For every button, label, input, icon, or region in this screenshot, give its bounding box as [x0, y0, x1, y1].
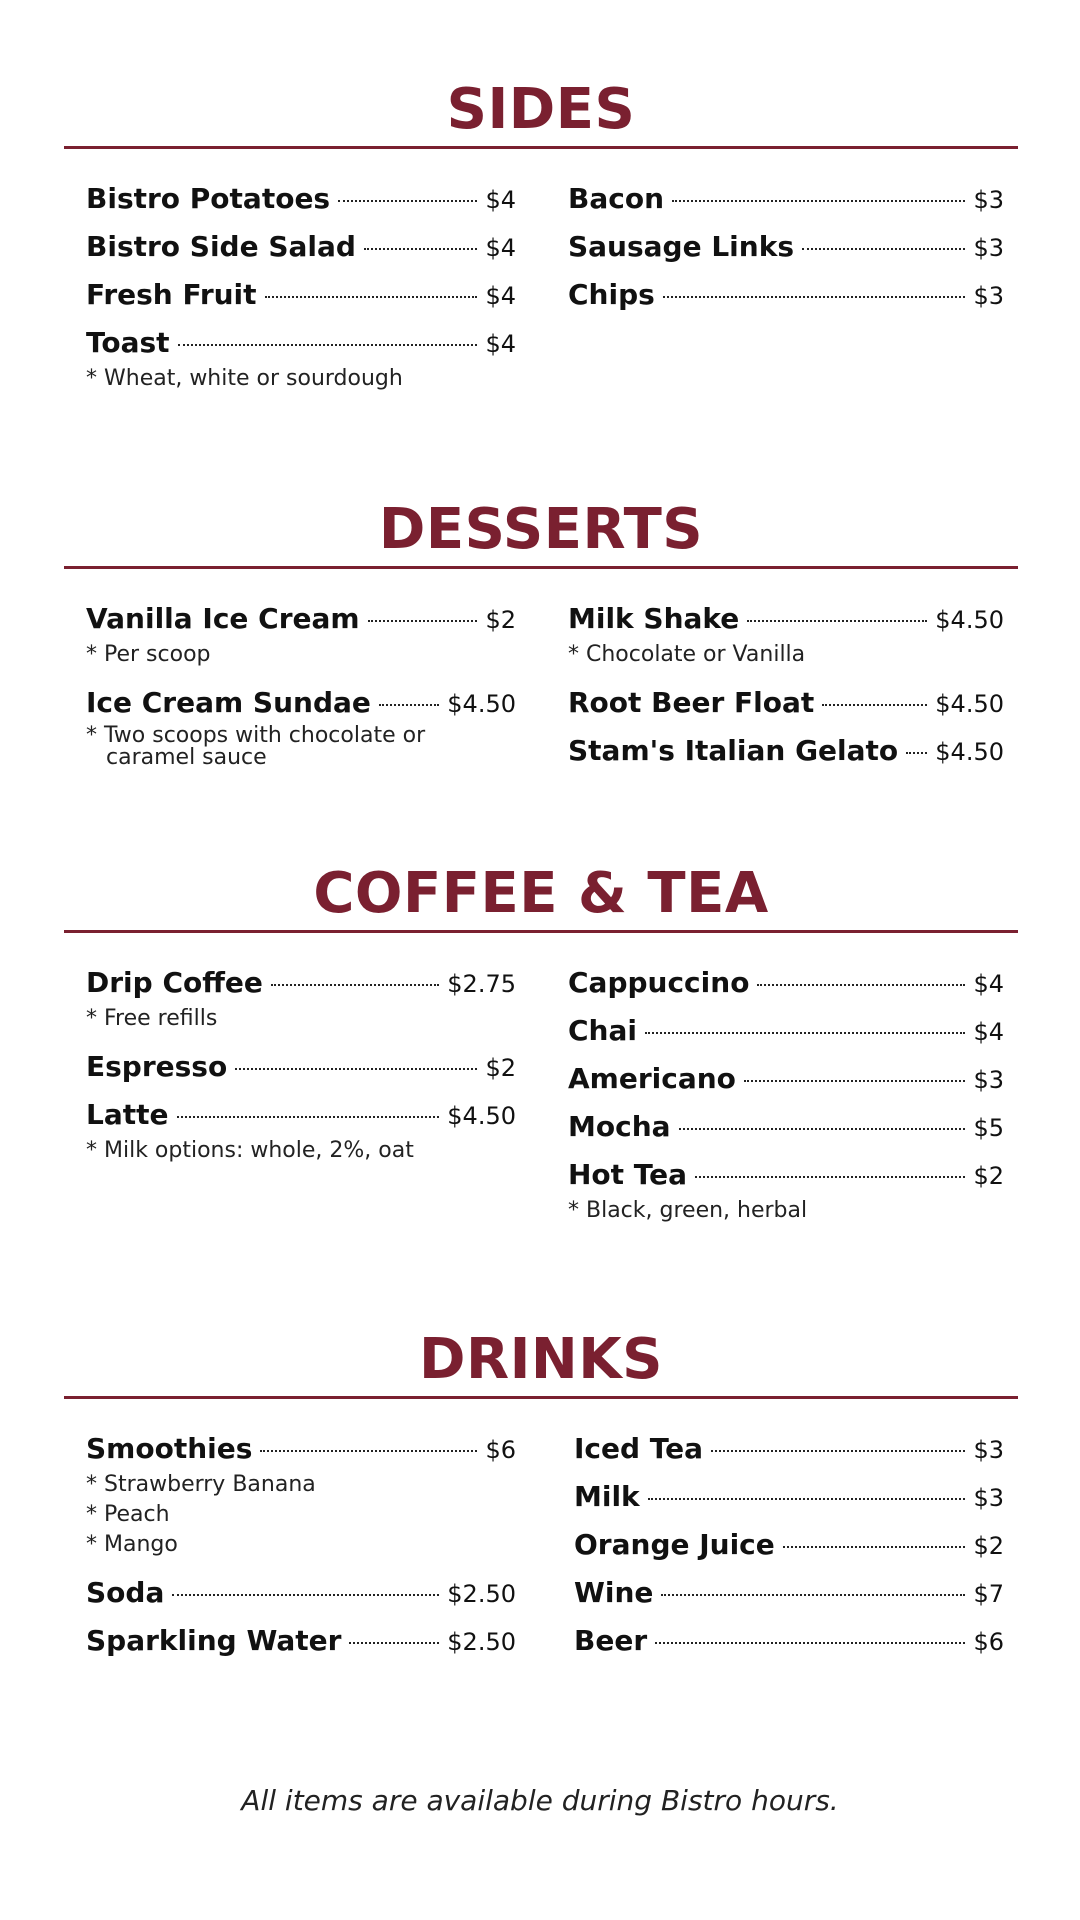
item-name: Fresh Fruit — [86, 278, 257, 311]
item-name: Vanilla Ice Cream — [86, 602, 360, 635]
item-name: Bacon — [568, 182, 665, 215]
item-name: Chai — [568, 1014, 637, 1047]
menu-item — [86, 595, 516, 643]
item-price: $3 — [973, 282, 1004, 310]
item-note-line: caramel sauce — [106, 745, 267, 770]
item-name: Stam's Italian Gelato — [568, 734, 899, 767]
item-price: $4 — [485, 330, 516, 358]
item-price: $5 — [973, 1114, 1004, 1142]
section-title: SIDES — [446, 77, 636, 142]
item-name: Hot Tea — [568, 1158, 688, 1191]
desserts-right-column — [568, 595, 1004, 775]
dot-leader — [783, 1546, 966, 1548]
item-price: $4.50 — [935, 738, 1004, 766]
item-name: Ice Cream Sundae — [86, 686, 371, 719]
menu-item — [86, 175, 516, 223]
item-price: $6 — [973, 1628, 1004, 1656]
item-note: * Peach — [86, 1502, 170, 1527]
item-price: $3 — [973, 1484, 1004, 1512]
section-desserts — [64, 497, 1018, 770]
item-price: $4.50 — [935, 606, 1004, 634]
dot-leader — [645, 1032, 965, 1034]
item-note: * Per scoop — [86, 642, 211, 667]
menu-item — [568, 959, 1004, 1007]
item-price: $6 — [485, 1436, 516, 1464]
desserts-left-column — [86, 595, 516, 775]
section-drinks — [64, 1327, 1018, 1657]
item-price: $3 — [973, 1436, 1004, 1464]
item-name: Bistro Side Salad — [86, 230, 356, 263]
menu-item — [568, 727, 1004, 775]
menu-item — [574, 1425, 1004, 1473]
item-price: $4 — [973, 970, 1004, 998]
item-note: * Mango — [86, 1532, 178, 1557]
item-name: Drip Coffee — [86, 966, 263, 999]
item-price: $2 — [973, 1532, 1004, 1560]
dot-leader — [265, 296, 478, 298]
item-price: $2 — [973, 1162, 1004, 1190]
section-title: DRINKS — [418, 1327, 664, 1392]
dot-leader — [177, 1116, 440, 1118]
item-note: * Chocolate or Vanilla — [568, 642, 806, 667]
menu-item — [86, 1043, 516, 1091]
menu-item — [568, 1007, 1004, 1055]
dot-leader — [648, 1498, 966, 1500]
item-price: $2.50 — [447, 1580, 516, 1608]
item-name: Chips — [568, 278, 655, 311]
dot-leader — [338, 200, 477, 202]
menu-item — [86, 959, 516, 1007]
dot-leader — [379, 704, 439, 706]
dot-leader — [655, 1642, 965, 1644]
menu-item — [574, 1473, 1004, 1521]
dot-leader — [695, 1176, 965, 1178]
dot-leader — [663, 296, 966, 298]
dot-leader — [260, 1450, 477, 1452]
item-name: Iced Tea — [574, 1432, 704, 1465]
menu-item — [86, 319, 516, 367]
item-name: Sausage Links — [568, 230, 794, 263]
dot-leader — [711, 1450, 965, 1452]
dot-leader — [679, 1128, 966, 1130]
item-note-line: * Two scoops with chocolate or — [86, 723, 426, 748]
dot-leader — [349, 1642, 439, 1644]
dot-leader — [235, 1068, 477, 1070]
dot-leader — [178, 344, 478, 346]
section-coffee-tea — [64, 861, 1018, 1223]
dot-leader — [822, 704, 927, 706]
menu-item — [574, 1617, 1004, 1665]
menu-item — [568, 1103, 1004, 1151]
item-price: $4 — [485, 186, 516, 214]
item-price: $3 — [973, 186, 1004, 214]
section-sides — [64, 77, 1018, 391]
item-price: $2 — [485, 1054, 516, 1082]
sides-left-column — [86, 175, 516, 403]
dot-leader — [172, 1594, 439, 1596]
item-price: $2.75 — [447, 970, 516, 998]
item-note: * Wheat, white or sourdough — [86, 366, 403, 391]
menu-item — [568, 1151, 1004, 1199]
item-name: Milk — [574, 1480, 640, 1513]
menu-item — [574, 1521, 1004, 1569]
item-name: Cappuccino — [568, 966, 750, 999]
section-title: COFFEE & TEA — [313, 861, 769, 926]
item-name: Sparkling Water — [86, 1624, 342, 1657]
dot-leader — [364, 248, 478, 250]
item-note: * Black, green, herbal — [568, 1198, 808, 1223]
menu-item — [86, 1569, 516, 1617]
menu-item — [568, 271, 1004, 319]
coffee-left-column — [86, 959, 516, 1175]
item-note: * Free refills — [86, 1006, 218, 1031]
dot-leader — [802, 248, 965, 250]
drinks-left-column — [86, 1425, 516, 1665]
menu-item — [574, 1569, 1004, 1617]
item-price: $4.50 — [935, 690, 1004, 718]
menu-item — [86, 1091, 516, 1139]
item-name: Orange Juice — [574, 1528, 775, 1561]
item-name: Toast — [86, 326, 170, 359]
section-divider — [64, 930, 1018, 933]
dot-leader — [744, 1080, 966, 1082]
drinks-right-column — [574, 1425, 1004, 1665]
item-name: Wine — [574, 1576, 654, 1609]
item-name: Mocha — [568, 1110, 671, 1143]
item-name: Bistro Potatoes — [86, 182, 331, 215]
dot-leader — [757, 984, 965, 986]
menu-item — [86, 1617, 516, 1665]
item-price: $4.50 — [447, 1102, 516, 1130]
item-note — [86, 725, 516, 769]
item-name: Smoothies — [86, 1432, 253, 1465]
item-price: $4 — [485, 282, 516, 310]
section-divider — [64, 146, 1018, 149]
menu-item — [568, 175, 1004, 223]
menu-item — [86, 271, 516, 319]
item-price: $3 — [973, 234, 1004, 262]
item-note: * Milk options: whole, 2%, oat — [86, 1138, 414, 1163]
menu-item — [568, 595, 1004, 643]
menu-item — [86, 679, 516, 727]
item-price: $4.50 — [447, 690, 516, 718]
menu-item — [86, 1425, 516, 1473]
menu-item — [86, 223, 516, 271]
menu-item — [568, 679, 1004, 727]
dot-leader — [747, 620, 927, 622]
sides-right-column — [568, 175, 1004, 319]
item-price: $4 — [485, 234, 516, 262]
menu-item — [568, 223, 1004, 271]
item-name: Soda — [86, 1576, 165, 1609]
item-price: $2 — [485, 606, 516, 634]
item-name: Root Beer Float — [568, 686, 815, 719]
coffee-right-column — [568, 959, 1004, 1235]
section-title: DESSERTS — [378, 497, 704, 562]
section-divider — [64, 566, 1018, 569]
menu-item — [568, 1055, 1004, 1103]
item-note: * Strawberry Banana — [86, 1472, 316, 1497]
item-price: $7 — [973, 1580, 1004, 1608]
footer-note: All items are available during Bistro hours. — [241, 1784, 839, 1817]
dot-leader — [368, 620, 478, 622]
dot-leader — [906, 752, 927, 754]
item-price: $4 — [973, 1018, 1004, 1046]
dot-leader — [672, 200, 965, 202]
item-name: Americano — [568, 1062, 736, 1095]
item-name: Latte — [86, 1098, 169, 1131]
section-divider — [64, 1396, 1018, 1399]
item-price: $3 — [973, 1066, 1004, 1094]
dot-leader — [271, 984, 439, 986]
dot-leader — [661, 1594, 965, 1596]
item-name: Espresso — [86, 1050, 228, 1083]
item-price: $2.50 — [447, 1628, 516, 1656]
item-name: Milk Shake — [568, 602, 740, 635]
item-name: Beer — [574, 1624, 648, 1657]
